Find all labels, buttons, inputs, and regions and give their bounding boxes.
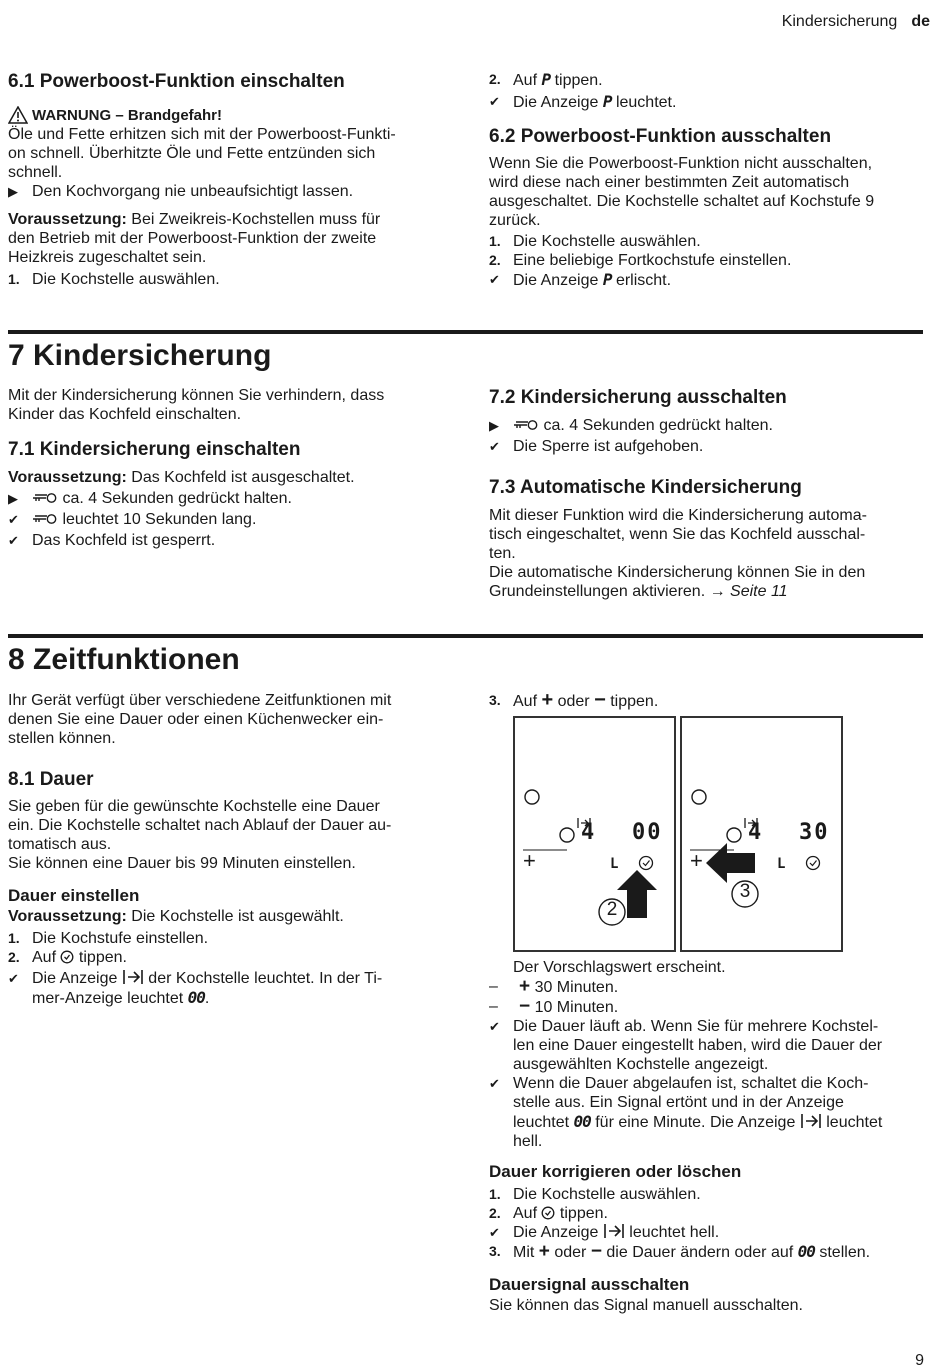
page-reference-link[interactable]: Seite 11 — [730, 583, 788, 600]
step-6-2-1: 1. Die Kochstelle auswählen. — [489, 233, 701, 250]
timer-clock-icon — [807, 857, 820, 870]
step-6-1-1: 1. Die Kochstelle auswählen. — [8, 271, 220, 288]
intro-8-l3: stellen können. — [8, 730, 116, 747]
timer-check-mark — [810, 861, 817, 866]
result-7-1-b: ✔ Das Kochfeld ist gesperrt. — [8, 532, 216, 549]
minus-icon: − — [590, 1241, 602, 1262]
heading-6-1: 6.1 Powerboost-Funktion einschalten — [8, 71, 345, 92]
result-7-2: ✔ Die Sperre ist aufgehoben. — [489, 438, 704, 455]
section-7-right — [489, 386, 914, 601]
hotplate-circle-icon — [692, 790, 706, 804]
text-8-1-l1: Sie geben für die gewünschte Kochstelle eine Dauer — [8, 798, 380, 815]
step-6-1-2: 2. Auf P tippen. — [489, 70, 603, 89]
control-panel-step-3 — [680, 716, 843, 952]
warning-text-l3: schnell. — [8, 164, 63, 181]
section-6-1 — [8, 70, 433, 289]
callout-number: 3 — [739, 881, 751, 902]
plus-icon: + — [519, 976, 531, 997]
chapter-rule — [8, 634, 923, 638]
level-display: 4 — [581, 820, 594, 845]
heading-7: 7 Kindersicherung — [8, 339, 272, 372]
text-7-3-l1: Mit dieser Funktion wird die Kindersicherung automa- — [489, 507, 867, 524]
running-header — [782, 12, 930, 31]
heading-8: 8 Zeitfunktionen — [8, 643, 240, 676]
section-6-1-cont — [489, 70, 914, 290]
text-7-3-l2: tisch eingeschaltet, wenn Sie das Kochfeld ausschal- — [489, 526, 866, 543]
plus-icon: + — [541, 689, 554, 711]
signal-text: Sie können das Signal manuell ausschalten. — [489, 1297, 803, 1314]
key-lock-icon — [513, 419, 539, 431]
timer-clock-icon — [640, 857, 653, 870]
heading-7-2: 7.2 Kindersicherung ausschalten — [489, 387, 787, 408]
heading-7-1: 7.1 Kindersicherung einschalten — [8, 439, 301, 460]
result-8-1: ✔ Die Anzeige der Kochstelle leuchtet. In der Ti- mer-Anzeige leuchtet 00. — [8, 970, 383, 1007]
prereq-6-1-l2: den Betrieb mit der Powerboost-Funktion der zweite — [8, 230, 377, 247]
header-section: Kindersicherung — [781, 13, 898, 30]
plus-30-item: – + 30 Minuten. — [489, 976, 619, 997]
warning-text-l1: Öle und Fette erhitzen sich mit der Powerboost-Funkti- — [8, 126, 396, 143]
step-correct-1: 1. Die Kochstelle auswählen. — [489, 1186, 701, 1203]
page-number: 9 — [915, 1352, 924, 1369]
intro-7-l2: Kinder das Kochfeld einschalten. — [8, 406, 242, 423]
prereq-7-1: Voraussetzung: Das Kochfeld ist ausgeschaltet. — [8, 469, 355, 486]
control-panel-step-2 — [513, 716, 676, 952]
header-language: de — [911, 13, 930, 30]
step-8-1-1: 1. Die Kochstufe einstellen. — [8, 930, 209, 947]
result-correct: ✔ Die Anzeige leuchtet hell. — [489, 1224, 720, 1241]
result-8-1-run: ✔ Die Dauer läuft ab. Wenn Sie für mehrere Kochstel- len eine Dauer eingestellt haben, wird die Dauer der ausgewählten Kochstelle angezeigt. — [489, 1018, 883, 1073]
warning-box — [8, 106, 433, 201]
prereq-6-1-l3: Heizkreis zugeschaltet sein. — [8, 249, 207, 266]
minus-10-item: – − 10 Minuten. — [489, 996, 619, 1017]
minus-icon: − — [519, 996, 531, 1017]
check-icon: ✔ — [8, 512, 19, 527]
text-8-1-l4: Sie können eine Dauer bis 99 Minuten einstellen. — [8, 855, 356, 872]
prereq-6-1: Voraussetzung: Bei Zweikreis-Kochstellen muss für — [8, 211, 381, 228]
warning-title: WARNUNG – Brandgefahr! — [32, 107, 223, 124]
text-6-2-l1: Wenn Sie die Powerboost-Funktion nicht ausschalten, — [489, 155, 873, 172]
duration-indicator-icon — [603, 1223, 625, 1239]
check-icon: ✔ — [489, 272, 500, 287]
duration-indicator-icon — [800, 1113, 822, 1129]
result-6-2: ✔ Die Anzeige P erlischt. — [489, 270, 672, 289]
check-icon: ✔ — [489, 439, 500, 454]
text-7-3-l3: ten. — [489, 545, 516, 562]
heading-dauer-korrigieren: Dauer korrigieren oder löschen — [489, 1162, 742, 1181]
intro-8-l2: denen Sie eine Dauer oder einen Küchenwecker ein- — [8, 711, 384, 728]
timer-zero-symbol: 00 — [187, 988, 205, 1007]
intro-8-l1: Ihr Gerät verfügt über verschiedene Zeitfunktionen mit — [8, 692, 392, 709]
warning-triangle-icon — [8, 106, 28, 124]
hotplate-circle-icon — [525, 790, 539, 804]
text-6-2-l2: wird diese nach einer bestimmten Zeit automatisch — [489, 174, 850, 191]
section-8-right — [489, 691, 914, 711]
text-6-2-l4: zurück. — [489, 212, 541, 229]
warning-text-l2: on schnell. Überhitzte Öle und Fette entzünden sich — [8, 145, 376, 162]
action-7-1: ▶ ca. 4 Sekunden gedrückt halten. — [8, 490, 292, 507]
check-icon: ✔ — [8, 533, 19, 548]
plus-button[interactable]: + — [690, 848, 703, 873]
minus-icon: − — [594, 689, 606, 711]
arrow-right-icon: → — [709, 583, 726, 600]
timer-l-indicator: L — [610, 856, 618, 872]
section-7-left — [8, 386, 433, 550]
callout-number: 2 — [606, 899, 618, 920]
powerboost-symbol: P — [602, 270, 612, 289]
triangle-bullet-icon: ▶ — [8, 491, 18, 506]
timer-display: 00 — [632, 820, 663, 845]
timer-zero-symbol: 00 — [573, 1112, 591, 1131]
prereq-8-1: Voraussetzung: Die Kochstelle ist ausgewählt. — [8, 908, 344, 925]
intro-7-l1: Mit der Kindersicherung können Sie verhindern, dass — [8, 387, 385, 404]
heading-7-3: 7.3 Automatische Kindersicherung — [489, 477, 802, 498]
action-7-2: ▶ ca. 4 Sekunden gedrückt halten. — [489, 417, 773, 434]
check-icon: ✔ — [489, 94, 500, 109]
result-7-1-a: ✔ leuchtet 10 Sekunden lang. — [8, 511, 257, 528]
heading-8-1: 8.1 Dauer — [8, 769, 94, 790]
timer-check-mark — [643, 861, 650, 866]
step-correct-2: 2. Auf tippen. — [489, 1205, 608, 1222]
result-8-1-end: ✔ Wenn die Dauer abgelaufen ist, schaltet die Koch- stelle aus. Ein Signal ertönt und in der Anzeige leuchtet 00 für eine Minute. Die Anzeige leuchtet hell. — [489, 1075, 883, 1150]
text-7-3-l4: Die automatische Kindersicherung können Sie in den — [489, 564, 866, 581]
timer-l-indicator: L — [777, 856, 785, 872]
step-8-1-2: 2. Auf tippen. — [8, 949, 127, 966]
result-6-1: ✔ Die Anzeige P leuchtet. — [489, 92, 677, 111]
section-8-left — [8, 691, 433, 1008]
text-7-3-l5: Grundeinstellungen aktivieren. → Seite 11 — [489, 583, 788, 600]
step-6-2-2: 2. Eine beliebige Fortkochstufe einstellen. — [489, 252, 792, 269]
chapter-rule — [8, 330, 923, 334]
heading-dauer-einstellen: Dauer einstellen — [8, 886, 140, 905]
text-8-1-l3: tomatisch aus. — [8, 836, 112, 853]
step-8-1-3: 3. Auf + oder − tippen. — [489, 689, 659, 711]
check-icon: ✔ — [489, 1019, 500, 1034]
check-icon: ✔ — [489, 1076, 500, 1091]
section-8-right-lower — [489, 958, 914, 1315]
hotplate-circle-icon — [727, 828, 741, 842]
powerboost-symbol: P — [602, 92, 612, 111]
powerboost-symbol: P — [541, 70, 551, 89]
text-6-2-l3: ausgeschaltet. Die Kochstelle schaltet auf Kochstufe 9 — [489, 193, 875, 210]
heading-6-2: 6.2 Powerboost-Funktion ausschalten — [489, 126, 832, 147]
duration-indicator-icon — [122, 969, 144, 985]
key-lock-icon — [32, 492, 58, 504]
warning-action: ▶ Den Kochvorgang nie unbeaufsichtigt lassen. — [8, 183, 354, 200]
arrow-left-icon — [706, 843, 755, 883]
timer-clock-icon — [541, 1206, 555, 1220]
key-lock-icon — [32, 513, 58, 525]
plus-button[interactable]: + — [523, 848, 536, 873]
heading-dauersignal: Dauersignal ausschalten — [489, 1275, 690, 1294]
triangle-bullet-icon: ▶ — [8, 184, 18, 199]
hotplate-circle-icon — [560, 828, 574, 842]
check-icon: ✔ — [489, 1225, 500, 1240]
level-display: 4 — [748, 820, 761, 845]
step-correct-3: 3. Mit + oder − die Dauer ändern oder auf 00 stellen. — [489, 1241, 871, 1262]
check-icon: ✔ — [8, 971, 19, 986]
triangle-bullet-icon: ▶ — [489, 418, 499, 433]
proposal-text: Der Vorschlagswert erscheint. — [513, 959, 726, 976]
plus-icon: + — [538, 1241, 550, 1262]
text-8-1-l2: ein. Die Kochstelle schaltet nach Ablauf der Dauer au- — [8, 817, 392, 834]
timer-display: 30 — [799, 820, 830, 845]
timer-clock-icon — [60, 950, 74, 964]
timer-zero-symbol: 00 — [797, 1242, 815, 1261]
